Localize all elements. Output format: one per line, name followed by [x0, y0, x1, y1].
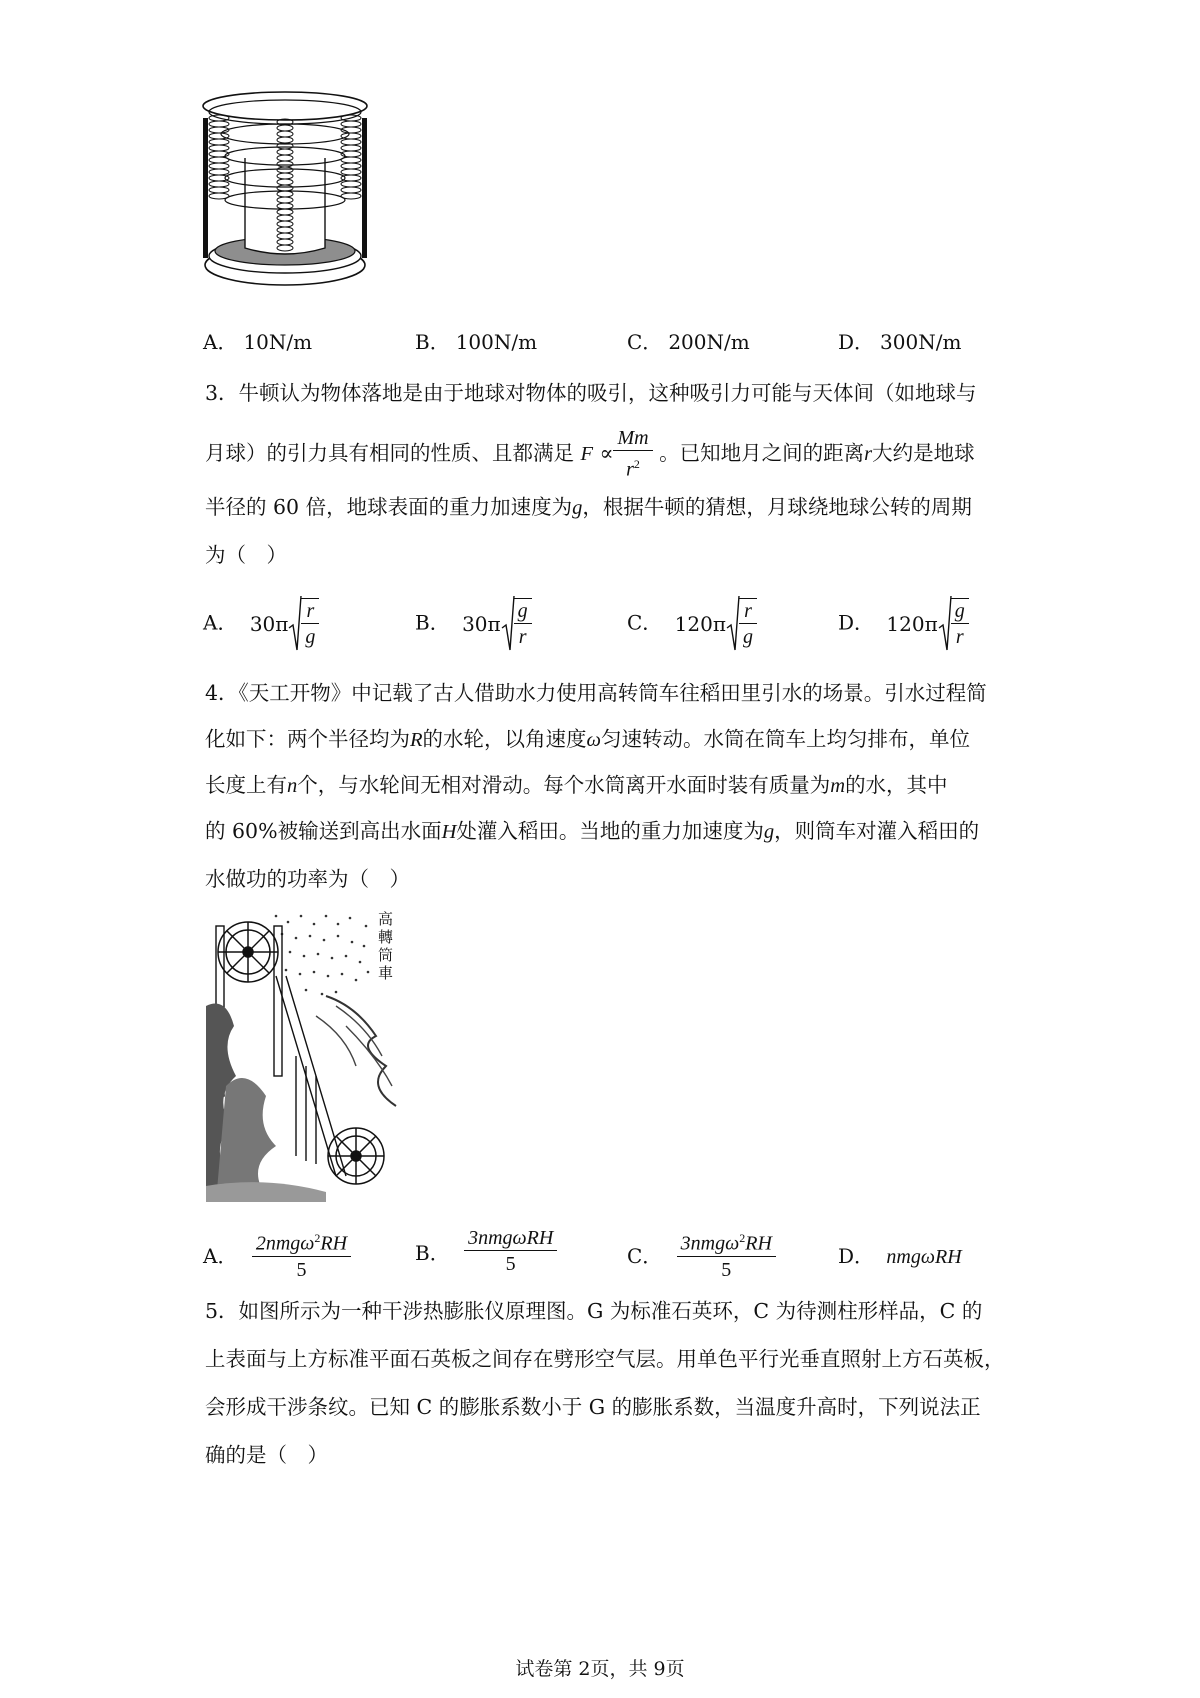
- q3-option-d-letter: D．: [838, 610, 875, 635]
- q3-line-1: 3．牛顿认为物体落地是由于地球对物体的吸引，这种吸引力可能与天体间（如地球与: [205, 381, 977, 405]
- q4-option-b-fraction: [464, 1226, 557, 1277]
- q4-option-d[interactable]: [838, 1240, 962, 1269]
- q4-radius-symbol: R: [410, 729, 423, 751]
- q2-option-c[interactable]: [627, 326, 750, 355]
- q2-option-d[interactable]: [838, 326, 961, 355]
- q4-gravity-symbol: g: [763, 821, 775, 843]
- q4-option-d-letter: D．: [838, 1244, 875, 1268]
- q4-option-c[interactable]: [627, 1226, 776, 1283]
- q3-proportional-symbol: ∝: [599, 440, 614, 465]
- q3-line-2-text-a: 月球）的引力具有相同的性质、且都满足: [205, 440, 574, 465]
- q5-line-2: 上表面与上方标准平面石英板之间存在劈形空气层。用单色平行光垂直照射上方石英板，: [205, 1347, 1005, 1371]
- q4-option-b-numerator: 3nmgωRH: [468, 1227, 554, 1249]
- q4-line-1: 4．《天工开物》中记载了古人借助水力使用高转筒车往稻田里引水的场景。引水过程简: [205, 681, 987, 705]
- q4-option-a-denominator: 5: [252, 1256, 351, 1283]
- q4-option-b-denominator: 5: [464, 1250, 557, 1277]
- q3-line-3-text-a: 半径的 60 倍，地球表面的重力加速度为: [205, 495, 573, 519]
- q4-line-4-text-a: 的 60%被输送到高出水面: [205, 819, 442, 843]
- q4-option-c-letter: C．: [627, 1243, 663, 1268]
- q3-force-symbol: F: [580, 442, 594, 465]
- q2-option-b-letter: B．: [415, 330, 450, 354]
- q3-option-a-coefficient: 30π: [249, 612, 289, 636]
- q4-line-5: 水做功的功率为（ ）: [205, 867, 410, 891]
- q3-option-a-sqrt: [288, 594, 319, 654]
- sqrt-symbol-icon: [726, 594, 740, 654]
- q4-line-4-text-c: ，则筒车对灌入稻田的: [774, 819, 980, 843]
- q3-option-b-denominator: r: [514, 623, 532, 650]
- q3-line-3-text-b: ，根据牛顿的猜想，月球绕地球公转的周期: [582, 495, 972, 519]
- q3-gravity-symbol: g: [572, 497, 583, 519]
- q4-line-3-text-a: 长度上有: [205, 773, 287, 797]
- q4-line-2-text-b: 的水轮，以角速度: [422, 727, 587, 751]
- q3-option-a[interactable]: [203, 594, 319, 654]
- q4-line-2: [205, 722, 970, 752]
- q4-option-a-exponent: 2: [314, 1231, 321, 1245]
- q3-option-c[interactable]: [627, 594, 757, 654]
- q3-option-d[interactable]: [838, 594, 969, 654]
- q3-option-b-coefficient: 30π: [462, 612, 501, 636]
- q3-option-a-denominator: g: [301, 623, 319, 650]
- water-wheel-caption: 高轉筒車: [378, 910, 394, 982]
- q3-option-c-letter: C．: [627, 610, 663, 635]
- page-footer: 试卷第 2页，共 9页: [515, 1658, 685, 1680]
- q3-line-3: [205, 490, 972, 520]
- q2-option-d-letter: D．: [838, 330, 875, 354]
- q4-option-a-tail: RH: [320, 1232, 348, 1255]
- q3-option-a-numerator: r: [306, 600, 315, 622]
- water-wheel-figure: [206, 906, 400, 1202]
- q2-option-a[interactable]: [203, 326, 312, 355]
- q4-n-symbol: n: [287, 775, 298, 797]
- q4-line-4: [205, 814, 979, 844]
- q4-omega-symbol: ω: [586, 729, 602, 751]
- q4-option-c-numerator: 3nmgω: [680, 1232, 740, 1255]
- sqrt-symbol-icon: [938, 594, 952, 654]
- q4-option-c-exponent: 2: [739, 1231, 746, 1245]
- q3-fraction-numerator: Mm: [617, 427, 649, 449]
- q3-distance-symbol: r: [864, 442, 873, 465]
- q5-line-1: 5．如图所示为一种干涉热膨胀仪原理图。G 为标准石英环，C 为待测柱形样品，C 的: [205, 1299, 983, 1323]
- q4-option-b[interactable]: [415, 1226, 557, 1277]
- q3-fraction-denominator: r: [626, 458, 634, 481]
- q4-mass-symbol: m: [830, 775, 846, 797]
- q2-option-d-value: 300N/m: [880, 330, 962, 354]
- q3-option-c-denominator: g: [739, 623, 757, 650]
- q4-option-a[interactable]: [203, 1226, 351, 1283]
- q5-line-3: 会形成干涉条纹。已知 C 的膨胀系数小于 G 的膨胀系数，当温度升高时，下列说法正: [205, 1395, 981, 1419]
- q3-option-d-denominator: r: [951, 623, 969, 650]
- sqrt-symbol-icon: [501, 594, 515, 654]
- q3-line-2: [205, 426, 975, 483]
- q2-option-c-letter: C．: [627, 330, 663, 354]
- q2-option-a-letter: A．: [203, 330, 238, 354]
- sqrt-symbol-icon: [288, 594, 302, 654]
- q4-line-2-text-c: 匀速转动。水筒在筒车上均匀排布，单位: [601, 727, 971, 751]
- q3-option-d-sqrt: [938, 594, 969, 654]
- water-wheel-illustration: [206, 906, 400, 1202]
- q4-option-c-denominator: 5: [677, 1256, 776, 1283]
- q3-option-c-sqrt: [726, 594, 757, 654]
- q4-line-3: [205, 768, 948, 798]
- q2-option-c-value: 200N/m: [668, 330, 750, 354]
- q3-fraction: [613, 426, 652, 483]
- q4-option-c-fraction: [677, 1226, 776, 1283]
- q3-line-4: 为（ ）: [205, 543, 287, 567]
- q2-option-b-value: 100N/m: [455, 330, 538, 354]
- q3-option-c-coefficient: 120π: [674, 612, 726, 636]
- q3-option-a-letter: A．: [203, 610, 238, 635]
- q3-option-b-numerator: g: [517, 600, 528, 622]
- q5-line-4: 确的是（ ）: [205, 1443, 328, 1467]
- q3-option-d-numerator: g: [954, 600, 965, 622]
- q4-option-a-letter: A．: [203, 1243, 238, 1268]
- q4-option-b-letter: B．: [415, 1241, 450, 1265]
- q4-option-a-fraction: [252, 1226, 351, 1283]
- q3-option-b-sqrt: [501, 594, 532, 654]
- q3-option-d-coefficient: 120π: [886, 612, 938, 636]
- q2-option-a-value: 10N/m: [243, 330, 313, 354]
- q4-line-4-text-b: 处灌入稻田。当地的重力加速度为: [456, 819, 764, 843]
- q4-line-2-text-a: 化如下：两个半径均为: [205, 727, 410, 751]
- q3-option-c-numerator: r: [744, 600, 752, 622]
- q4-option-c-tail: RH: [745, 1232, 772, 1255]
- q4-option-d-expression: nmgωRH: [886, 1246, 962, 1268]
- q4-option-a-numerator: 2nmgω: [255, 1232, 315, 1255]
- q3-fraction-denominator-exponent: 2: [633, 457, 640, 471]
- q3-option-b-letter: B．: [415, 610, 450, 635]
- q3-line-2-text-b: 。已知地月之间的距离: [659, 440, 865, 465]
- q2-option-b[interactable]: [415, 326, 537, 355]
- q3-option-b[interactable]: [415, 594, 532, 654]
- q4-line-3-text-b: 个，与水轮间无相对滑动。每个水筒离开水面时装有质量为: [297, 773, 831, 797]
- q3-line-2-text-c: 大约是地球: [872, 440, 975, 465]
- spring-apparatus-figure: [199, 88, 371, 290]
- q4-height-symbol: H: [441, 821, 457, 843]
- q4-line-3-text-c: 的水，其中: [845, 773, 948, 797]
